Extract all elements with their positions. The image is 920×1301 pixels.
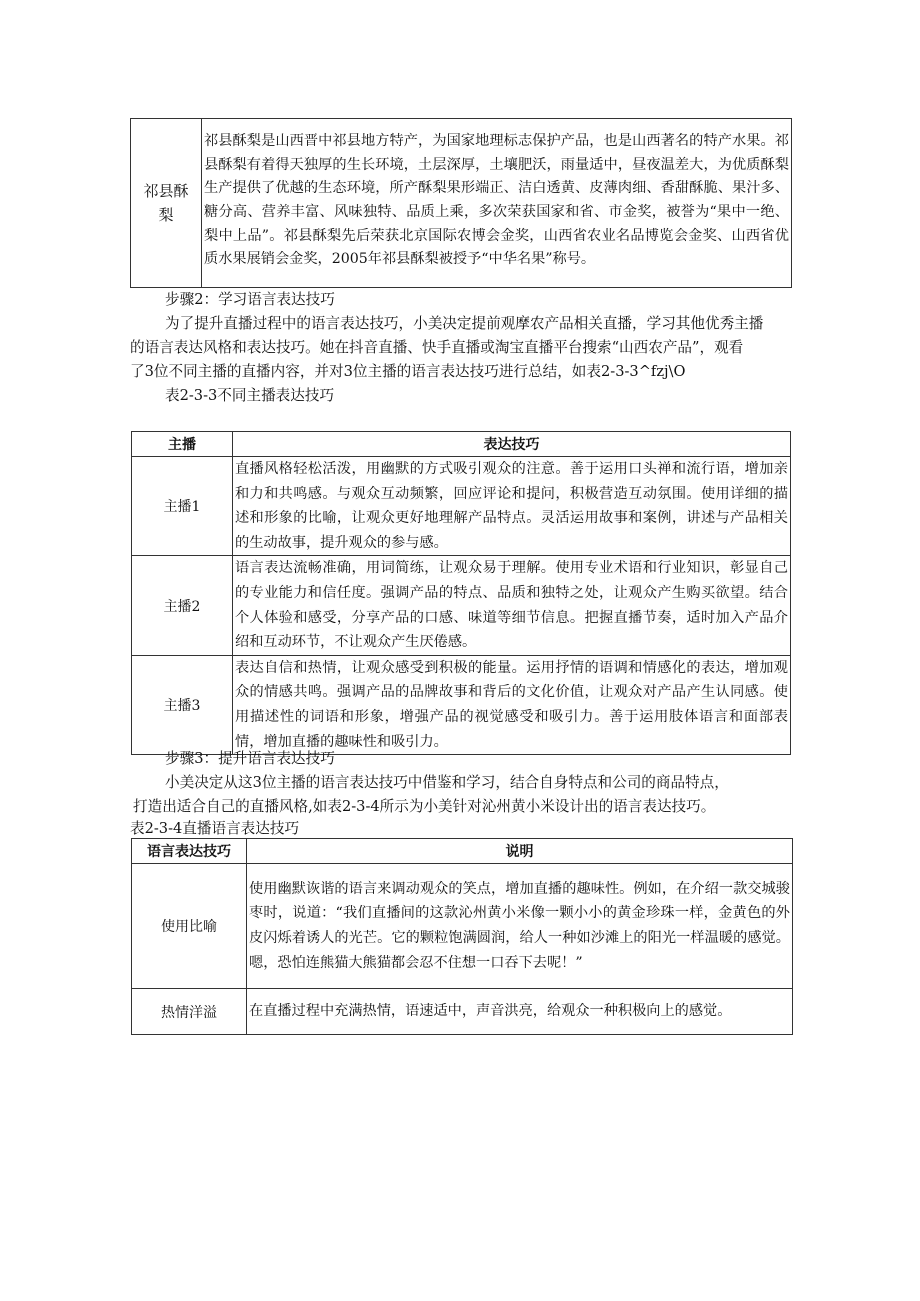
product-description-cell: 祁县酥梨是山西晋中祁县地方特产，为国家地理标志保护产品，也是山西著名的特产水果。祁县酥梨有着得天独厚的生长环境，土层深厚，土壤肥沃，雨量适中，昼夜温差大，为优质酥梨生产提供了优越的生态环境，所产酥梨果形端正、洁白透黄、皮薄肉细、香甜酥脆、果汁多、糖分高、营养丰富、风味独特、品质上乘，多次荣获国家和省、市金奖，被誉为“果中一绝、梨中上品”。祁县酥梨先后荣获北京国际农博会金奖，山西省农业名品博览会金奖、山西省优质水果展销会金奖，2005年祁县酥梨被授予“中华名果”称号。: [202, 119, 792, 288]
step3-paragraph-line: 小美决定从这3位主播的语言表达技巧中借鉴和学习，结合自身特点和公司的商品特点，: [165, 774, 729, 791]
anchor-skills-table: [131, 431, 791, 755]
skill-name-cell: 使用比喻: [132, 864, 247, 989]
step2-paragraph-line: 的语言表达风格和表达技巧。她在抖音直播、快手直播或淘宝直播平台搜索“山西农产品”，观看: [130, 339, 744, 356]
table-caption: 表2-3-4直播语言表达技巧: [130, 820, 300, 837]
table-row: [132, 864, 793, 989]
table-header-row: [132, 432, 791, 457]
step3-paragraph-line: 打造出适合自己的直播风格,如表2-3-4所示为小美针对沁州黄小米设计出的语言表达技巧。: [133, 798, 716, 815]
table-row: [132, 556, 791, 655]
step3-heading: 步骤3：提升语言表达技巧: [165, 750, 335, 767]
column-header: 表达技巧: [233, 432, 791, 457]
skill-description-cell: 直播风格轻松活泼，用幽默的方式吸引观众的注意。善于运用口头禅和流行语，增加亲和力和共鸣感。与观众互动频繁，回应评论和提问，积极营造互动氛围。使用详细的描述和形象的比喻，让观众更好地理解产品特点。灵活运用故事和案例，讲述与产品相关的生动故事，提升观众的参与感。: [233, 457, 791, 556]
skill-description-cell: 表达自信和热情，让观众感受到积极的能量。运用抒情的语调和情感化的表达，增加观众的情感共鸣。强调产品的品牌故事和背后的文化价值，让观众对产品产生认同感。使用描述性的词语和形象，增强产品的视觉感受和吸引力。善于运用肢体语言和面部表情，增加直播的趣味性和吸引力。: [233, 655, 791, 754]
table-header-row: [132, 839, 793, 864]
step2-paragraph-line: 为了提升直播过程中的语言表达技巧，小美决定提前观摩农产品相关直播，学习其他优秀主播: [165, 315, 764, 332]
table-row: [131, 119, 792, 288]
table-caption: 表2-3-3不同主播表达技巧: [165, 387, 335, 404]
anchor-name-cell: 主播3: [132, 655, 233, 754]
column-header: 语言表达技巧: [132, 839, 247, 864]
skill-explanation-cell: 使用幽默诙谐的语言来调动观众的笑点，增加直播的趣味性。例如，在介绍一款交城骏枣时，说道：“我们直播间的这款沁州黄小米像一颗小小的黄金珍珠一样，金黄色的外皮闪烁着诱人的光芒。它的颗粒饱满圆润，给人一种如沙滩上的阳光一样温暖的感觉。嗯，恐怕连熊猫大熊猫都会忍不住想一口吞下去呢！”: [247, 864, 793, 989]
table-row: [132, 457, 791, 556]
skill-explanation-cell: 在直播过程中充满热情，语速适中，声音洪亮，给观众一种积极向上的感觉。: [247, 989, 793, 1035]
step2-heading: 步骤2：学习语言表达技巧: [165, 291, 335, 308]
table-row: [132, 655, 791, 754]
column-header: 主播: [132, 432, 233, 457]
anchor-name-cell: 主播1: [132, 457, 233, 556]
skill-name-cell: 热情洋溢: [132, 989, 247, 1035]
product-intro-table: [130, 118, 792, 288]
step2-paragraph-line: 了3位不同主播的直播内容，并对3位主播的语言表达技巧进行总结，如表2-3-3^fzj\O: [130, 363, 686, 380]
table-row: [132, 989, 793, 1035]
anchor-name-cell: 主播2: [132, 556, 233, 655]
column-header: 说明: [247, 839, 793, 864]
live-language-skills-table: [131, 838, 793, 1035]
skill-description-cell: 语言表达流畅准确，用词简练，让观众易于理解。使用专业术语和行业知识，彰显自己的专业能力和信任度。强调产品的特点、品质和独特之处，让观众产生购买欲望。结合个人体验和感受，分享产品的口感、味道等细节信息。把握直播节奏，适时加入产品介绍和互动环节，不让观众产生厌倦感。: [233, 556, 791, 655]
product-name-cell: 祁县酥梨: [131, 119, 202, 288]
